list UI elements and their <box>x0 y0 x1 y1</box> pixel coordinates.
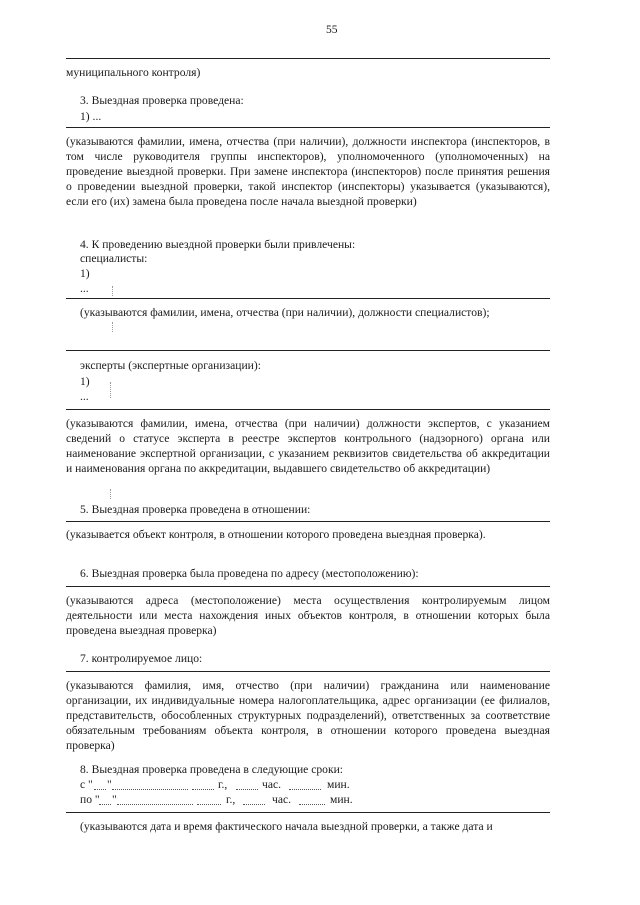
date-from-year-label: г., <box>218 778 228 791</box>
scan-artifact <box>110 489 111 499</box>
scan-artifact <box>112 322 113 332</box>
date-to-day-blank <box>99 804 111 805</box>
scan-artifact <box>110 382 111 398</box>
divider <box>66 58 550 59</box>
section-4-specialists-caption: (указываются фамилии, имена, отчества (при наличии), должности специалистов); <box>80 306 490 319</box>
date-to-min-blank <box>299 804 325 805</box>
divider <box>66 127 550 128</box>
section-4-specialist-1: 1) <box>80 267 90 280</box>
section-4-experts-caption: (указываются фамилии, имена, отчества (при наличии) должности экспертов, с указанием сведений о статусе эксперта в реестре экспертов контрольного (надзорного) органа или наименование экспертной организации, с указанием реквизитов свидетельства об аккредитации и наименования органа по аккредитации, выдавшего свидетельство об аккредитации) <box>66 417 550 475</box>
divider <box>66 350 550 351</box>
section-6-caption: (указываются адреса (местоположение) места осуществления контролируемым лицом деятельности или места нахождения иных объектов контроля, в отношении которых была проведена выездная проверка) <box>66 594 550 637</box>
date-from-month-blank <box>112 789 188 790</box>
section-4-expert-more: ... <box>80 390 89 403</box>
date-from-min-blank <box>289 789 321 790</box>
section-7-title: 7. контролируемое лицо: <box>80 652 203 665</box>
date-to-min-label: мин. <box>330 793 353 806</box>
section-5-caption: (указывается объект контроля, в отношении которого проведена выездная проверка). <box>66 528 486 541</box>
date-from-year-blank <box>192 789 214 790</box>
date-from-hour-label: час. <box>262 778 282 791</box>
section-4-specialists-label: специалисты: <box>80 252 148 265</box>
date-to-year-label: г., <box>226 793 236 806</box>
date-from-quote: " <box>107 778 112 791</box>
section-4-experts-label: эксперты (экспертные организации): <box>80 359 261 372</box>
date-from-hour-blank <box>236 789 258 790</box>
date-from-min-label: мин. <box>327 778 350 791</box>
date-to-month-blank <box>117 804 193 805</box>
divider <box>66 409 550 410</box>
divider <box>66 586 550 587</box>
date-to-hour-label: час. <box>272 793 292 806</box>
section-3-caption: (указываются фамилии, имена, отчества (при наличии), должности инспектора (инспекторов, в том числе руководителя группы инспекторов), уполномоченного (уполномоченных) на проведение выездной проверки. При замене инспектора (инспекторов) после принятия решения о проведении выездной проверки, такой инспектор (инспекторы) указывается (указываются), если его (их) замена была проведена после начала выездной проверки) <box>66 135 550 208</box>
divider <box>66 671 550 672</box>
section-4-title: 4. К проведению выездной проверки были привлечены: <box>80 238 356 251</box>
section-4-expert-1: 1) <box>80 375 90 388</box>
divider <box>66 521 550 522</box>
date-to-hour-blank <box>243 804 265 805</box>
section-3-item-1: 1) ... <box>80 110 102 123</box>
section-8-caption: (указываются дата и время фактического начала выездной проверки, а также дата и <box>80 820 493 833</box>
date-from-prefix: с " <box>80 778 93 791</box>
date-to-prefix: по " <box>80 793 100 806</box>
scan-artifact <box>112 286 113 296</box>
date-to-quote: " <box>112 793 117 806</box>
section-4-specialist-more: ... <box>80 282 89 295</box>
divider <box>66 812 550 813</box>
section-6-title: 6. Выездная проверка была проведена по адресу (местоположению): <box>80 567 419 580</box>
section-7-caption: (указываются фамилия, имя, отчество (при наличии) гражданина или наименование организации, их индивидуальные номера налогоплательщика, адрес организации (ее филиалов, представительств, обособленных структурных подразделений), ответственных за соответствие обязательным требованиям объекта контроля, в отношении которого проведена выездная проверка) <box>66 679 550 752</box>
section-8-title: 8. Выездная проверка проведена в следующие сроки: <box>80 763 344 776</box>
divider <box>66 298 550 299</box>
date-to-year-blank <box>197 804 221 805</box>
section-5-title: 5. Выездная проверка проведена в отношении: <box>80 503 311 516</box>
section-3-title: 3. Выездная проверка проведена: <box>80 94 244 107</box>
page-number: 55 <box>326 23 338 36</box>
continuation-line: муниципального контроля) <box>66 66 201 79</box>
date-from-day-blank <box>94 789 106 790</box>
